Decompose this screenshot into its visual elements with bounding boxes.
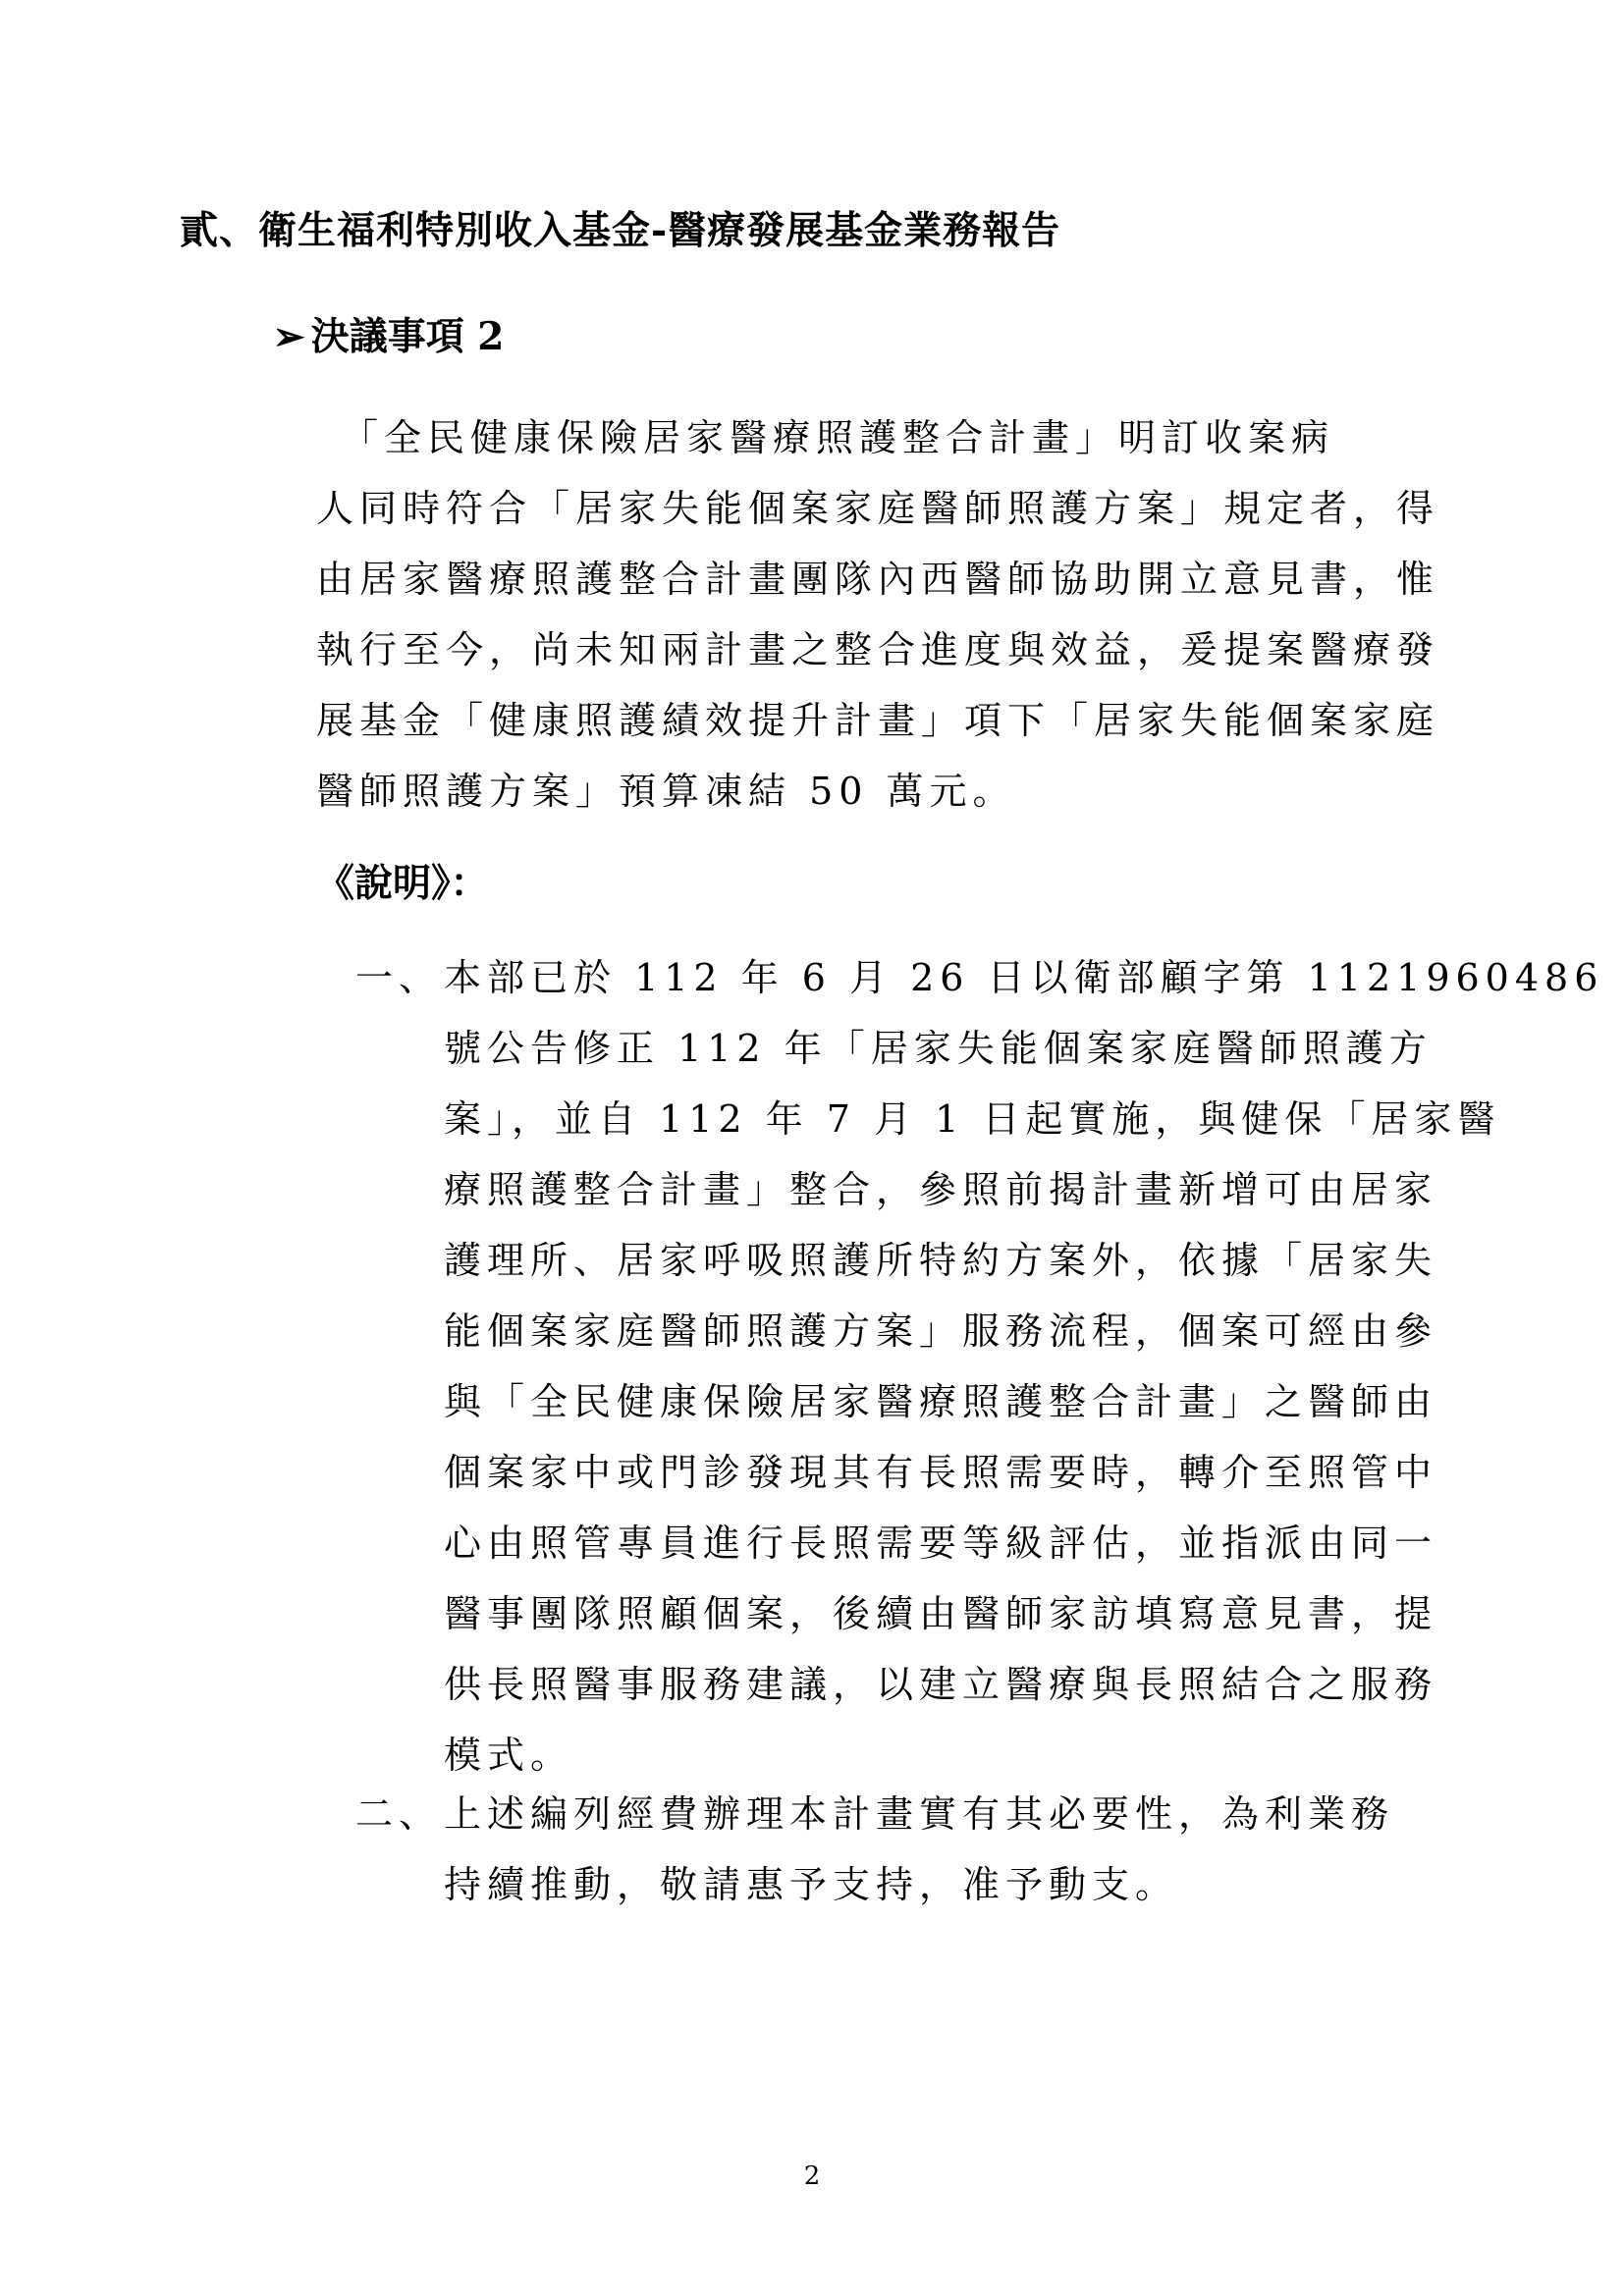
item-line: 心由照管專員進行長照需要等級評估，並指派由同一: [444, 1522, 1438, 1565]
item-text: [444, 942, 1604, 1790]
explanation-heading: 《說明》：: [316, 861, 489, 906]
resolution-line: 執行至今，尚未知兩計畫之整合進度與效益，爰提案醫療發: [316, 628, 1440, 671]
item-number: 一、: [355, 956, 443, 999]
item-line: 持續推動，敬請惠予支持，准予動支。: [444, 1863, 1179, 1906]
item-line: 個案家中或門診發現其有長照需要時，轉介至照管中: [444, 1451, 1438, 1494]
item-line: 本部已於 112 年 6 月 26 日以衛部顧字第 1121960486: [444, 956, 1604, 999]
resolution-heading: [273, 307, 504, 366]
item-text: [444, 1779, 1435, 1920]
item-line: 供長照醫事服務建議，以建立醫療與長照結合之服務: [444, 1663, 1438, 1706]
item-line: 與「全民健康保險居家醫療照護整合計畫」之醫師由: [444, 1380, 1438, 1423]
item-line: 能個案家庭醫師照護方案」服務流程，個案可經由參: [444, 1309, 1438, 1353]
item-line: 號公告修正 112 年「居家失能個案家庭醫師照護方: [444, 1027, 1433, 1070]
item-line: 上述編列經費辦理本計畫實有其必要性，為利業務: [444, 1792, 1395, 1836]
resolution-heading-text: 決議事項 2: [310, 314, 505, 359]
item-line: 護理所、居家呼吸照護所特約方案外，依據「居家失: [444, 1239, 1438, 1282]
item-number: 二、: [355, 1792, 443, 1836]
resolution-body: [316, 402, 1440, 827]
resolution-line: 「全民健康保險居家醫療照護整合計畫」明訂收案病: [316, 416, 1335, 459]
page-number: 2: [803, 2162, 821, 2191]
item-line: 療照護整合計畫」整合，參照前揭計畫新增可由居家: [444, 1168, 1438, 1211]
resolution-line: 展基金「健康照護績效提升計畫」項下「居家失能個案家庭: [316, 699, 1440, 742]
resolution-line: 醫師照護方案」預算凍結 50 萬元。: [316, 770, 1016, 813]
item-line: 案」，並自 112 年 7 月 1 日起實施，與健保「居家醫: [444, 1097, 1501, 1141]
item-line: 模式。: [444, 1734, 574, 1777]
resolution-line: 由居家醫療照護整合計畫團隊內西醫師協助開立意見書，惟: [316, 558, 1440, 601]
resolution-line: 人同時符合「居家失能個案家庭醫師照護方案」規定者，得: [316, 487, 1440, 530]
arrow-bullet-icon: ➢: [273, 314, 305, 359]
item-line: 醫事團隊照顧個案，後續由醫師家訪填寫意見書，提: [444, 1592, 1438, 1635]
section-title: 貳、衛生福利特別收入基金-醫療發展基金業務報告: [180, 208, 1061, 253]
